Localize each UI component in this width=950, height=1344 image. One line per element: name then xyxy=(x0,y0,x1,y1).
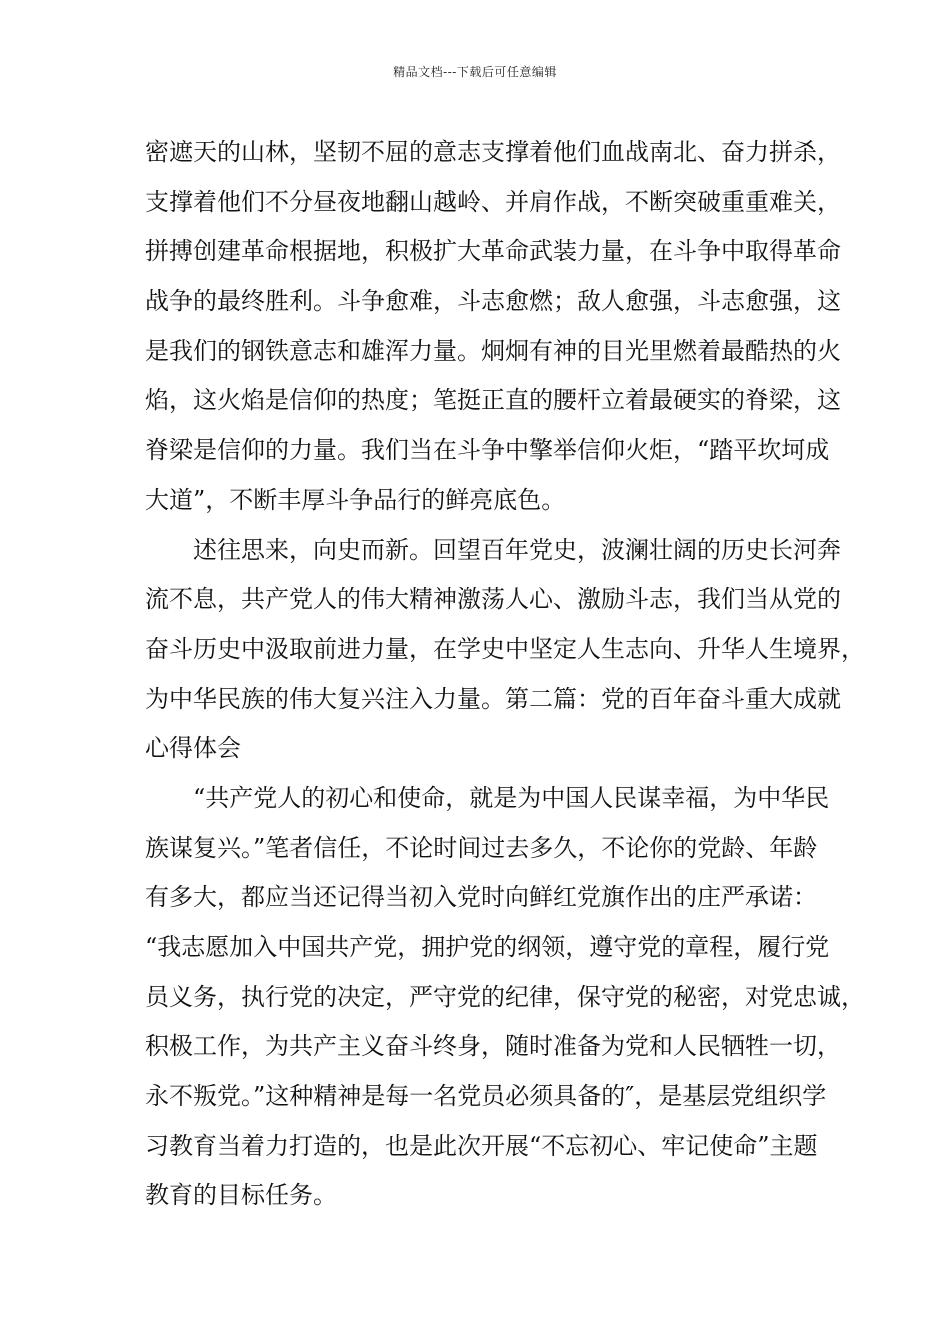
text-line: 为中华民族的伟大复兴注入力量。第二篇：党的百年奋斗重大成就 xyxy=(145,684,841,713)
text-line: 奋斗历史中汲取前进力量，在学史中坚定人生志向、升华人生境界， xyxy=(145,634,865,663)
text-line: 有多大，都应当还记得当初入党时向鲜红党旗作出的庄严承诺： xyxy=(145,883,817,912)
text-line: 流不息，共产党人的伟大精神激荡人心、激励斗志，我们当从党的 xyxy=(145,585,841,614)
text-line: 是我们的钢铁意志和雄浑力量。炯炯有神的目光里燃着最酷热的火 xyxy=(145,336,841,365)
text-line: 述往思来，向史而新。回望百年党史，波澜壮阔的历史长河奔 xyxy=(193,535,841,564)
body-text xyxy=(145,128,865,1221)
text-line: 积极工作，为共产主义奋斗终身，随时准备为党和人民牺牲一切， xyxy=(145,1032,841,1061)
text-line: “共产党人的初心和使命，就是为中国人民谋幸福，为中华民 xyxy=(193,783,830,812)
text-line: 大道”，不断丰厚斗争品行的鲜亮底色。 xyxy=(145,485,566,514)
text-line: 脊梁是信仰的力量。我们当在斗争中擎举信仰火炬，“踏平坎坷成 xyxy=(145,436,830,465)
text-line: 员义务，执行党的决定，严守党的纪律，保守党的秘密，对党忠诚， xyxy=(145,982,865,1011)
text-line: 支撑着他们不分昼夜地翻山越岭、并肩作战，不断突破重重难关， xyxy=(145,187,841,216)
text-line: 永不叛党。”这种精神是每一名党员必须具备的″，是基层党组织学 xyxy=(145,1082,827,1111)
text-line: 拼搏创建革命根据地，积极扩大革命武装力量，在斗争中取得革命 xyxy=(145,237,841,266)
text-line: 心得体会 xyxy=(145,734,241,763)
page-header: 精品文档---下载后可任意编辑 xyxy=(393,65,557,79)
text-line: 习教育当着力打造的，也是此次开展“不忘初心、牢记使命”主题 xyxy=(145,1131,818,1160)
text-line: 焰，这火焰是信仰的热度；笔挺正直的腰杆立着最硬实的脊梁，这 xyxy=(145,386,841,415)
text-line: 族谋复兴。”笔者信任，不论时间过去多久，不论你的党龄、年龄 xyxy=(145,833,818,862)
text-line: 教育的目标任务。 xyxy=(145,1181,337,1210)
text-line: “我志愿加入中国共产党，拥护党的纲领，遵守党的章程，履行党 xyxy=(145,933,830,961)
text-line: 密遮天的山林，坚韧不屈的意志支撑着他们血战南北、奋力拼杀， xyxy=(145,138,841,166)
text-line: 战争的最终胜利。斗争愈难，斗志愈燃；敌人愈强，斗志愈强，这 xyxy=(145,287,841,316)
